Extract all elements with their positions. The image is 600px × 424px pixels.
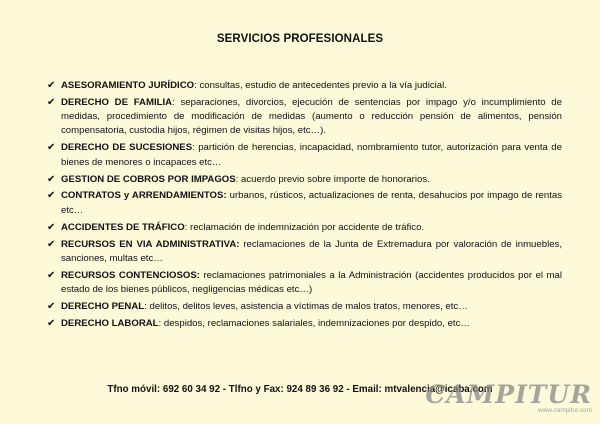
checkmark-icon: ✔ — [47, 238, 56, 250]
checkmark-icon: ✔ — [47, 269, 56, 281]
term-separator: : — [172, 96, 181, 108]
service-description: delitos, delitos leves, asistencia a víctimas de malos tratos, menores, etc… — [149, 300, 468, 312]
service-term: DERECHO DE SUCESIONES — [61, 142, 193, 154]
service-term: GESTION DE COBROS POR IMPAGOS — [61, 173, 236, 185]
service-description: reclamación de indemnización por accidente de tráfico. — [190, 221, 425, 233]
page-title: SERVICIOS PROFESIONALES — [216, 33, 384, 45]
service-item — [47, 238, 562, 267]
checkmark-icon: ✔ — [47, 173, 56, 185]
service-item — [47, 189, 562, 218]
service-item — [47, 96, 562, 139]
service-description: despidos, reclamaciones salariales, indemnizaciones por despido, etc… — [163, 317, 470, 329]
checkmark-icon: ✔ — [47, 221, 56, 233]
service-term: DERECHO PENAL — [61, 300, 145, 312]
checkmark-icon: ✔ — [47, 300, 56, 312]
term-separator: : — [192, 142, 199, 154]
term-separator: : — [194, 80, 200, 91]
service-item — [47, 221, 562, 235]
checkmark-icon: ✔ — [47, 190, 56, 202]
service-term: ASESORAMIENTO JURÍDICO — [61, 80, 195, 91]
service-term: ACCIDENTES DE TRÁFICO — [61, 221, 185, 233]
service-item — [47, 141, 562, 170]
term-separator: : — [144, 300, 150, 312]
service-description: reclamaciones patrimoniales a la Administración (accidentes producidos por el mal estado de los bienes públicos, negligencias médicas etc…) — [61, 269, 563, 296]
term-separator: : — [235, 173, 242, 185]
watermark-logo — [425, 380, 592, 414]
service-description: separaciones, divorcios, ejecución de sentencias por impago y/o incumplimiento de medidas, procedimiento de modificación de medidas (aumento o reducción pensión de alimentos, pensión compensatoria, custodia hijos, régimen de visitas hijos, etc…). — [61, 96, 562, 137]
service-term: RECURSOS CONTENCIOSOS: — [61, 269, 200, 281]
watermark-url: www.campitur.com — [537, 407, 592, 414]
service-item — [47, 173, 562, 187]
contact-footer: Tfno móvil: 692 60 34 92 - Tlfno y Fax: 924 89 36 92 - Email: mtvalencia@icaba.com — [107, 384, 493, 395]
services-list — [47, 79, 562, 334]
service-item — [47, 269, 562, 298]
service-term: DERECHO DE FAMILIA — [61, 96, 173, 108]
checkmark-icon: ✔ — [47, 142, 56, 154]
service-description: consultas, estudio de antecedentes previo a la vía judicial. — [199, 80, 447, 91]
service-item — [47, 79, 562, 93]
service-description: reclamaciones de la Junta de Extremadura por valoración de inmuebles, sanciones, multas etc… — [61, 238, 562, 264]
checkmark-icon: ✔ — [47, 96, 56, 108]
term-separator: : — [184, 221, 190, 233]
service-item — [47, 300, 562, 314]
service-term: CONTRATOS y ARRENDAMIENTOS: — [61, 190, 227, 202]
service-term: DERECHO LABORAL — [61, 317, 159, 329]
service-description: partición de herencias, incapacidad, nombramiento tutor, autorización para venta de bienes de menores o incapaces etc… — [61, 142, 562, 168]
service-description: urbanos, rústicos, actualizaciones de renta, desahucios por impago de rentas etc… — [61, 190, 562, 216]
checkmark-icon: ✔ — [47, 317, 56, 329]
watermark-text: CAMPITUR — [425, 380, 592, 409]
service-item — [47, 317, 562, 331]
service-description: acuerdo previo sobre importe de honorarios. — [241, 173, 430, 185]
service-term: RECURSOS EN VIA ADMINISTRATIVA: — [61, 238, 240, 250]
term-separator: : — [158, 317, 164, 329]
checkmark-icon: ✔ — [47, 80, 56, 91]
